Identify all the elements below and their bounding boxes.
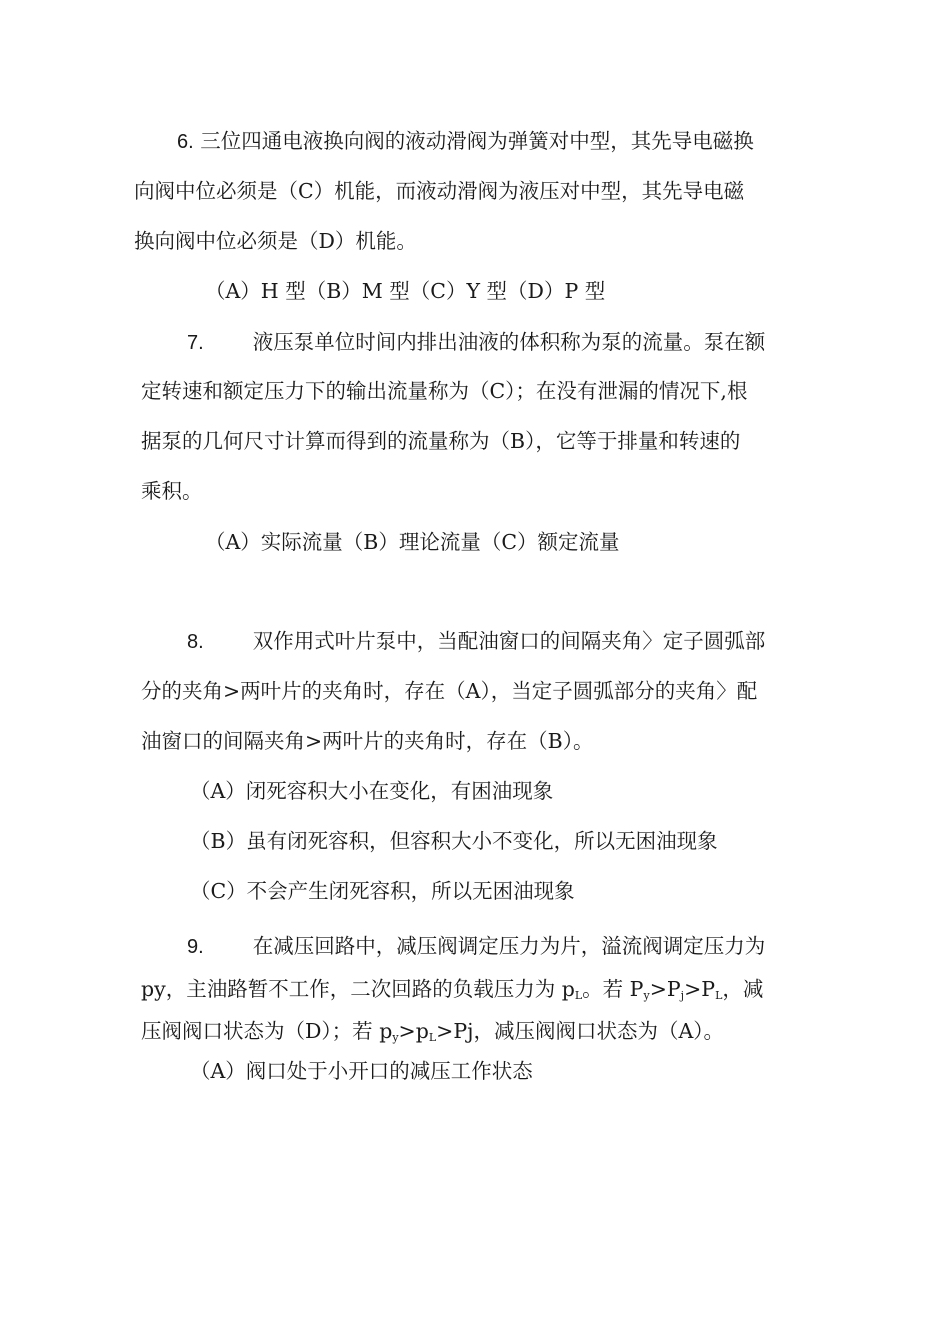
question-6-number: 6. (177, 131, 194, 153)
question-9-line-3-a: 压阀阀口状态为（D）；若 p (141, 1019, 393, 1043)
subscript-y: y (643, 989, 650, 1002)
question-7-line-1 (187, 328, 765, 357)
question-9-text-1: 在减压回路中，减压阀调定压力为片，溢流阀调定压力为 (252, 934, 766, 958)
question-9-line-3-b: >p (398, 1019, 429, 1043)
question-9-line-2-b: 。若 P (582, 977, 644, 1001)
question-9-line-1 (187, 932, 765, 961)
question-7-line-3: 据泵的几何尺寸计算而得到的流量称为（B），它等于排量和转速的 (141, 429, 741, 453)
question-7-line-2: 定转速和额定压力下的输出流量称为（C）；在没有泄漏的情况下,根 (141, 379, 748, 403)
question-9-line-3-c: >Pj，减压阀阀口状态为（A）。 (436, 1019, 725, 1043)
question-9-number: 9. (187, 936, 204, 958)
question-8-number: 8. (187, 631, 204, 653)
question-8-option-c: （C）不会产生闭死容积，所以无困油现象 (190, 879, 575, 903)
question-7-number: 7. (187, 332, 204, 354)
question-7-line-4: 乘积。 (141, 479, 203, 503)
question-9-line-2-c: >P (649, 977, 681, 1001)
subscript-l: L (428, 1031, 437, 1044)
question-8-option-b: （B）虽有闭死容积，但容积大小不变化，所以无困油现象 (190, 829, 718, 853)
question-9-option-a: （A）阀口处于小开口的减压工作状态 (190, 1059, 533, 1083)
question-9-line-2 (141, 975, 763, 1010)
question-6-text-1: 三位四通电液换向阀的液动滑阀为弹簧对中型，其先导电磁换 (200, 129, 754, 153)
question-8-line-3: 油窗口的间隔夹角>两叶片的夹角时，存在（B）。 (141, 729, 594, 753)
question-9-line-2-d: >P (684, 977, 716, 1001)
question-7-options: （A）实际流量（B）理论流量（C）额定流量 (205, 530, 620, 554)
question-8-option-a: （A）闭死容积大小在变化，有困油现象 (190, 779, 554, 803)
subscript-l: L (715, 989, 723, 1002)
question-9-line-2-a: py，主油路暂不工作，二次回路的负载压力为 p (141, 977, 575, 1001)
subscript-j: j (680, 989, 685, 1002)
question-8-line-1 (187, 627, 765, 656)
question-8-text-1: 双作用式叶片泵中，当配油窗口的间隔夹角〉定子圆弧部 (252, 629, 766, 653)
subscript-l: L (574, 989, 583, 1002)
question-9-line-3 (141, 1017, 724, 1052)
subscript-y: y (392, 1031, 399, 1044)
question-9-line-2-e: ，减 (722, 977, 764, 1001)
question-7-text-1: 液压泵单位时间内排出油液的体积称为泵的流量。泵在额 (252, 330, 766, 354)
question-8-line-2: 分的夹角>两叶片的夹角时，存在（A），当定子圆弧部分的夹角〉配 (141, 679, 758, 703)
question-6-line-2: 向阀中位必须是（C）机能，而液动滑阀为液压对中型，其先导电磁 (134, 179, 745, 203)
question-6-line-1 (177, 127, 754, 156)
question-6-options: （A）H 型（B）M 型（C）Y 型（D）P 型 (205, 279, 606, 303)
question-6-line-3: 换向阀中位必须是（D）机能。 (134, 229, 417, 253)
